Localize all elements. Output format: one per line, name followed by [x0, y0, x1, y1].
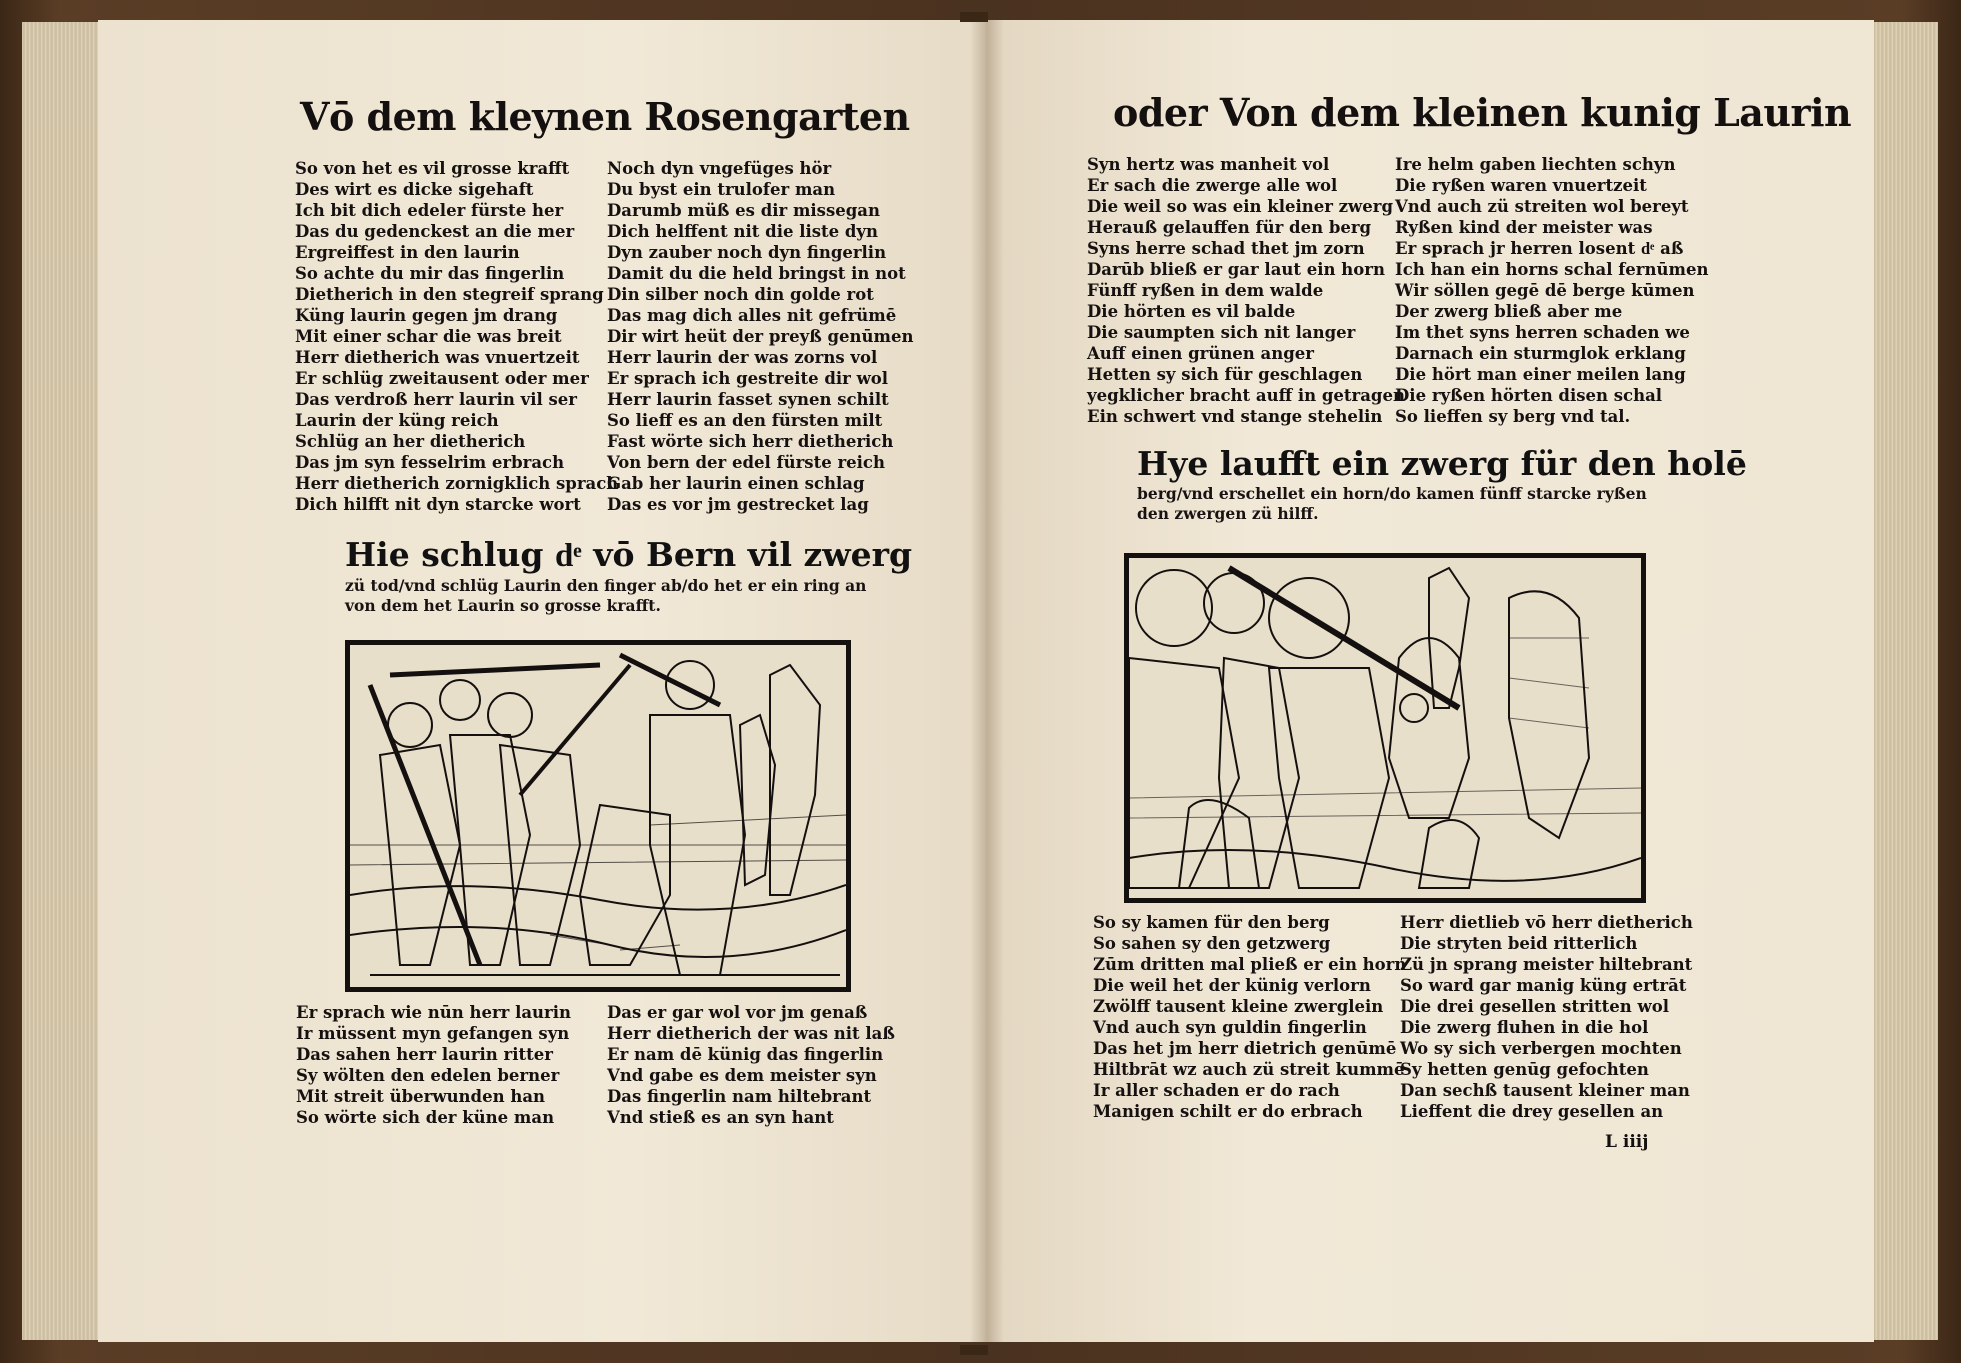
- verse-line: Vnd auch syn guldin fingerlin: [1093, 1018, 1367, 1037]
- verse-line: Zūm dritten mal pließ er ein horn: [1093, 955, 1407, 974]
- verse-line: Auff einen grünen anger: [1087, 344, 1314, 363]
- verse-line: Gab her laurin einen schlag: [607, 474, 865, 493]
- verse-line: Manigen schilt er do erbrach: [1093, 1102, 1363, 1121]
- verse-line: Sy hetten genūg gefochten: [1400, 1060, 1649, 1079]
- left-woodcut-caption: [345, 576, 866, 616]
- verse-line: Der zwerg bließ aber me: [1395, 302, 1623, 321]
- right-bottom-column-2: [1400, 912, 1693, 1122]
- verse-line: Er sach die zwerge alle wol: [1087, 176, 1338, 195]
- verse-line: Mit streit überwunden han: [296, 1087, 546, 1106]
- caption-line: den zwergen zü hilff.: [1137, 504, 1319, 523]
- verse-line: Er sprach ich gestreite dir wol: [607, 369, 889, 388]
- woodcut-giants-illustration: [1129, 558, 1641, 898]
- verse-line: Noch dyn vngefüges hör: [607, 159, 832, 178]
- caption-line: berg/vnd erschellet ein horn/do kamen fünff starcke ryßen: [1137, 484, 1647, 503]
- page-edges-left: [22, 22, 102, 1340]
- verse-line: Ich bit dich edeler fürste her: [295, 201, 564, 220]
- verse-line: Dich helffent nit die liste dyn: [607, 222, 879, 241]
- verse-line: Die hört man einer meilen lang: [1395, 365, 1686, 384]
- verse-line: Zü jn sprang meister hiltebrant: [1400, 955, 1693, 974]
- verse-line: So sy kamen für den berg: [1093, 913, 1330, 932]
- verse-line: So wörte sich der küne man: [296, 1108, 555, 1127]
- verse-line: Laurin der küng reich: [295, 411, 499, 430]
- verse-line: Darnach ein sturmglok erklang: [1395, 344, 1686, 363]
- verse-line: Dyn zauber noch dyn fingerlin: [607, 243, 887, 262]
- woodcut-battle-illustration: [350, 645, 846, 987]
- verse-line: Herr dietherich der was nit laß: [607, 1024, 895, 1043]
- verse-line: Das het jm herr dietrich genūmē: [1093, 1039, 1397, 1058]
- verse-line: Von bern der edel fürste reich: [607, 453, 885, 472]
- verse-line: Dich hilfft nit dyn starcke wort: [295, 495, 581, 514]
- verse-line: Dan sechß tausent kleiner man: [1400, 1081, 1690, 1100]
- caption-line: von dem het Laurin so grosse krafft.: [345, 596, 661, 615]
- verse-line: So achte du mir das fingerlin: [295, 264, 565, 283]
- verse-line: So von het es vil grosse krafft: [295, 159, 570, 178]
- verse-line: Das jm syn fesselrim erbrach: [295, 453, 565, 472]
- right-verse-column-1: [1087, 154, 1405, 427]
- verse-line: Herr dietherich was vnuertzeit: [295, 348, 580, 367]
- verse-line: Küng laurin gegen jm drang: [295, 306, 558, 325]
- verse-line: Syns herre schad thet jm zorn: [1087, 239, 1365, 258]
- verse-line: Die ryßen waren vnuertzeit: [1395, 176, 1647, 195]
- verse-line: Fast wörte sich herr dietherich: [607, 432, 894, 451]
- verse-line: Din silber noch din golde rot: [607, 285, 874, 304]
- right-woodcut-giants-image: [1124, 553, 1646, 903]
- caption-line: zü tod/vnd schlüg Laurin den finger ab/do het er ein ring an: [345, 576, 867, 595]
- verse-line: So ward gar manig küng ertrāt: [1400, 976, 1687, 995]
- page-edges-right: [1868, 22, 1938, 1340]
- headband-top: [960, 12, 988, 22]
- verse-line: Vnd auch zü streiten wol bereyt: [1395, 197, 1689, 216]
- verse-line: Die stryten beid ritterlich: [1400, 934, 1638, 953]
- left-bottom-column-1: [296, 1002, 571, 1128]
- verse-line: Vnd stieß es an syn hant: [607, 1108, 834, 1127]
- left-running-title: Vō dem kleynen Rosengarten: [300, 94, 910, 139]
- right-woodcut-heading: Hye laufft ein zwerg für den holē: [1137, 444, 1747, 483]
- verse-line: Herr dietlieb vō herr dietherich: [1400, 913, 1693, 932]
- right-verse-column-2: [1395, 154, 1708, 427]
- verse-line: Lieffent die drey gesellen an: [1400, 1102, 1664, 1121]
- verse-line: Ir müssent myn gefangen syn: [296, 1024, 570, 1043]
- verse-line: Das er gar wol vor jm genaß: [607, 1003, 868, 1022]
- verse-line: Das verdroß herr laurin vil ser: [295, 390, 577, 409]
- verse-line: yegklicher bracht auff in getragen: [1087, 386, 1405, 405]
- verse-line: Des wirt es dicke sigehaft: [295, 180, 534, 199]
- verse-line: Mit einer schar die was breit: [295, 327, 562, 346]
- verse-line: Syn hertz was manheit vol: [1087, 155, 1330, 174]
- left-woodcut-battle-image: [345, 640, 851, 992]
- verse-line: So lieffen sy berg vnd tal.: [1395, 407, 1631, 426]
- verse-line: Herr laurin fasset synen schilt: [607, 390, 889, 409]
- verse-line: Herr laurin der was zorns vol: [607, 348, 878, 367]
- right-running-title: oder Von dem kleinen kunig Laurin: [1113, 90, 1852, 135]
- verse-line: Herauß gelauffen für den berg: [1087, 218, 1372, 237]
- left-woodcut-heading: Hie schlug dͤ vō Bern vil zwerg: [345, 535, 913, 574]
- verse-line: Er sprach jr herren losent dͤ aß: [1395, 239, 1684, 258]
- verse-line: Er nam dē künig das fingerlin: [607, 1045, 884, 1064]
- verse-line: Herr dietherich zornigklich sprach: [295, 474, 619, 493]
- verse-line: Die saumpten sich nit langer: [1087, 323, 1356, 342]
- right-woodcut-caption: [1137, 484, 1647, 524]
- verse-line: Zwölff tausent kleine zwerglein: [1093, 997, 1384, 1016]
- verse-line: Hiltbrāt wz auch zü streit kummē: [1093, 1060, 1405, 1079]
- verse-line: Ir aller schaden er do rach: [1093, 1081, 1340, 1100]
- verse-line: Ire helm gaben liechten schyn: [1395, 155, 1676, 174]
- verse-line: Wo sy sich verbergen mochten: [1400, 1039, 1682, 1058]
- verse-line: Ein schwert vnd stange stehelin: [1087, 407, 1383, 426]
- verse-line: Dietherich in den stegreif sprang: [295, 285, 604, 304]
- verse-line: Ich han ein horns schal fernūmen: [1395, 260, 1709, 279]
- signature-mark: L iiij: [1605, 1132, 1649, 1152]
- verse-line: Das du gedenckest an die mer: [295, 222, 575, 241]
- verse-line: Das es vor jm gestrecket lag: [607, 495, 869, 514]
- verse-line: Die weil het der künig verlorn: [1093, 976, 1371, 995]
- verse-line: Dir wirt heüt der preyß genūmen: [607, 327, 914, 346]
- verse-line: Fünff ryßen in dem walde: [1087, 281, 1324, 300]
- verse-line: Die hörten es vil balde: [1087, 302, 1296, 321]
- book-gutter: [970, 20, 1004, 1342]
- verse-line: Das mag dich alles nit gefrümē: [607, 306, 897, 325]
- verse-line: Die drei gesellen stritten wol: [1400, 997, 1669, 1016]
- verse-line: Das fingerlin nam hiltebrant: [607, 1087, 872, 1106]
- left-verse-column-2: [607, 158, 913, 515]
- verse-line: Darūb bließ er gar laut ein horn: [1087, 260, 1385, 279]
- verse-line: Du byst ein trulofer man: [607, 180, 836, 199]
- verse-line: Vnd gabe es dem meister syn: [607, 1066, 877, 1085]
- verse-line: Hetten sy sich für geschlagen: [1087, 365, 1363, 384]
- verse-line: Er sprach wie nūn herr laurin: [296, 1003, 571, 1022]
- verse-line: Sy wölten den edelen berner: [296, 1066, 560, 1085]
- verse-line: Ergreiffest in den laurin: [295, 243, 520, 262]
- verse-line: Schlüg an her dietherich: [295, 432, 526, 451]
- verse-line: Die zwerg fluhen in die hol: [1400, 1018, 1649, 1037]
- verse-line: So sahen sy den getzwerg: [1093, 934, 1331, 953]
- left-verse-column-1: [295, 158, 618, 515]
- verse-line: Die weil so was ein kleiner zwerg: [1087, 197, 1393, 216]
- verse-line: Im thet syns herren schaden we: [1395, 323, 1690, 342]
- verse-line: So lieff es an den fürsten milt: [607, 411, 883, 430]
- verse-line: Wir söllen gegē dē berge kūmen: [1395, 281, 1695, 300]
- left-bottom-column-2: [607, 1002, 895, 1128]
- verse-line: Das sahen herr laurin ritter: [296, 1045, 553, 1064]
- headband-bottom: [960, 1345, 988, 1355]
- verse-line: Ryßen kind der meister was: [1395, 218, 1653, 237]
- right-bottom-column-1: [1093, 912, 1406, 1122]
- verse-line: Damit du die held bringst in not: [607, 264, 906, 283]
- verse-line: Die ryßen hörten disen schal: [1395, 386, 1663, 405]
- verse-line: Darumb müß es dir missegan: [607, 201, 880, 220]
- verse-line: Er schlüg zweitausent oder mer: [295, 369, 589, 388]
